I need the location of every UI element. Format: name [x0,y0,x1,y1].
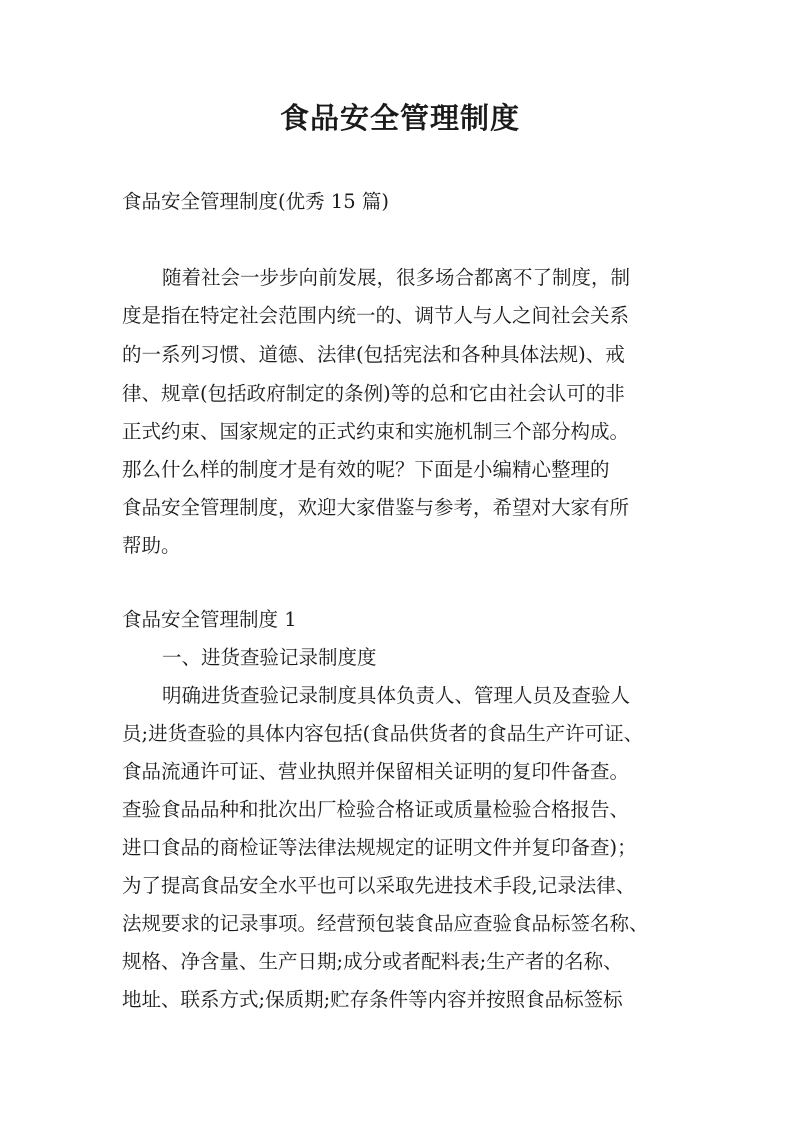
body-line: 员;进货查验的具体内容包括(食品供货者的食品生产许可证、 [122,722,644,745]
intro-line: 食品安全管理制度，欢迎大家借鉴与参考，希望对大家有所 [122,496,630,519]
intro-line: 帮助。 [122,534,181,557]
body-line: 明确进货查验记录制度具体负责人、管理人员及查验人 [162,684,631,707]
body-line: 食品流通许可证、营业执照并保留相关证明的复印件备查。 [122,760,630,783]
intro-line: 正式约束、国家规定的正式约束和实施机制三个部分构成。 [122,420,630,443]
body-line: 规格、净含量、生产日期;成分或者配料表;生产者的名称、 [122,950,623,973]
body-line: 查验食品品种和批次出厂检验合格证或质量检验合格报告、 [122,798,630,821]
intro-line: 那么什么样的制度才是有效的呢？下面是小编精心整理的 [122,458,610,481]
document-subtitle: 食品安全管理制度(优秀 15 篇) [122,190,389,213]
body-line: 为了提高食品安全水平也可以采取先进技术手段,记录法律、 [122,874,636,897]
section-subheading: 一、进货查验记录制度度 [162,646,377,669]
document-title: 食品安全管理制度 [279,101,520,135]
section-heading: 食品安全管理制度 1 [122,608,297,631]
body-line: 地址、联系方式;保质期;贮存条件等内容并按照食品标签标 [122,988,623,1011]
body-line: 进口食品的商检证等法律法规规定的证明文件并复印备查)； [122,836,637,859]
intro-line: 的一系列习惯、道德、法律(包括宪法和各种具体法规)、戒 [122,343,625,366]
intro-line: 律、规章(包括政府制定的条例)等的总和它由社会认可的非 [122,382,625,405]
body-line: 法规要求的记录事项。经营预包装食品应查验食品标签名称、 [122,912,649,935]
intro-line: 度是指在特定社会范围内统一的、调节人与人之间社会关系 [122,304,630,327]
intro-line: 随着社会一步步向前发展，很多场合都离不了制度，制 [162,266,631,289]
